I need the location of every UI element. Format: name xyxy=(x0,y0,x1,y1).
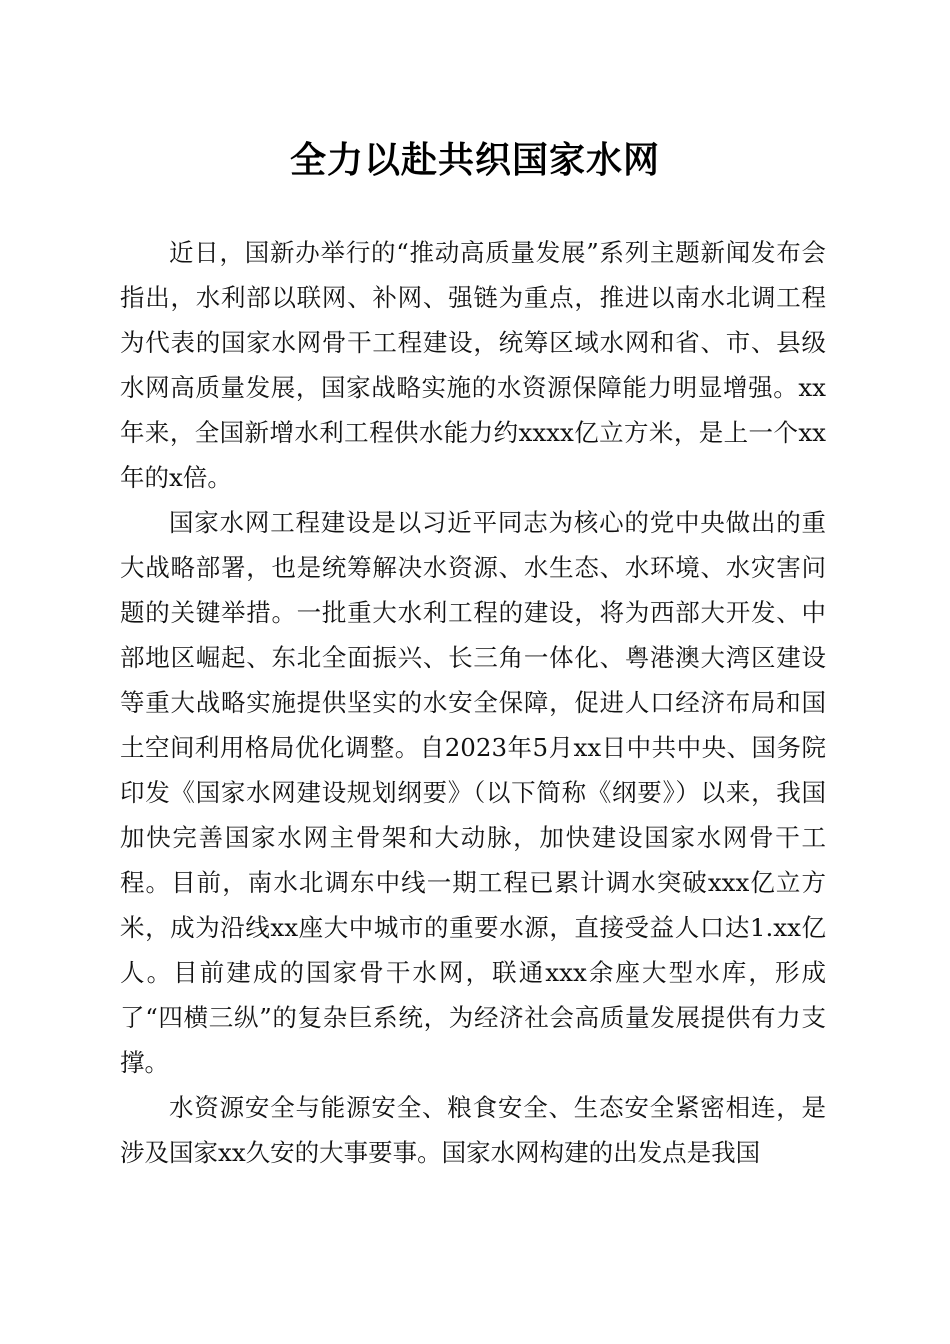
paragraph-3: 水资源安全与能源安全、粮食安全、生态安全紧密相连，是涉及国家xx久安的大事要事。国家水网构建的出发点是我国 xyxy=(120,1093,826,1167)
document-title: 全力以赴共织国家水网 xyxy=(289,139,660,181)
paragraph-2: 国家水网工程建设是以习近平同志为核心的党中央做出的重大战略部署，也是统筹解决水资源、水生态、水环境、水灾害问题的关键举措。一批重大水利工程的建设，将为西部大开发、中部地区崛起、东北全面振兴、长三角一体化、粤港澳大湾区建设等重大战略实施提供坚实的水安全保障，促进人口经济布局和国土空间利用格局优化调整。自2023年5月xx日中共中央、国务院印发《国家水网建设规划纲要》（以下简称《纲要》）以来，我国加快完善国家水网主骨架和大动脉，加快建设国家水网骨干工程。目前，南水北调东中线一期工程已累计调水突破xxx亿立方米，成为沿线xx座大中城市的重要水源，直接受益人口达1.xx亿人。目前建成的国家骨干水网，联通xxx余座大型水库，形成了“四横三纵”的复杂巨系统，为经济社会高质量发展提供有力支撑。 xyxy=(120,508,826,1077)
paragraph-1: 近日，国新办举行的“推动高质量发展”系列主题新闻发布会指出，水利部以联网、补网、强链为重点，推进以南水北调工程为代表的国家水网骨干工程建设，统筹区域水网和省、市、县级水网高质量发展，国家战略实施的水资源保障能力明显增强。xx年来，全国新增水利工程供水能力约xxxx亿立方米，是上一个xx年的x倍。 xyxy=(120,238,826,492)
document-body xyxy=(120,230,826,1175)
